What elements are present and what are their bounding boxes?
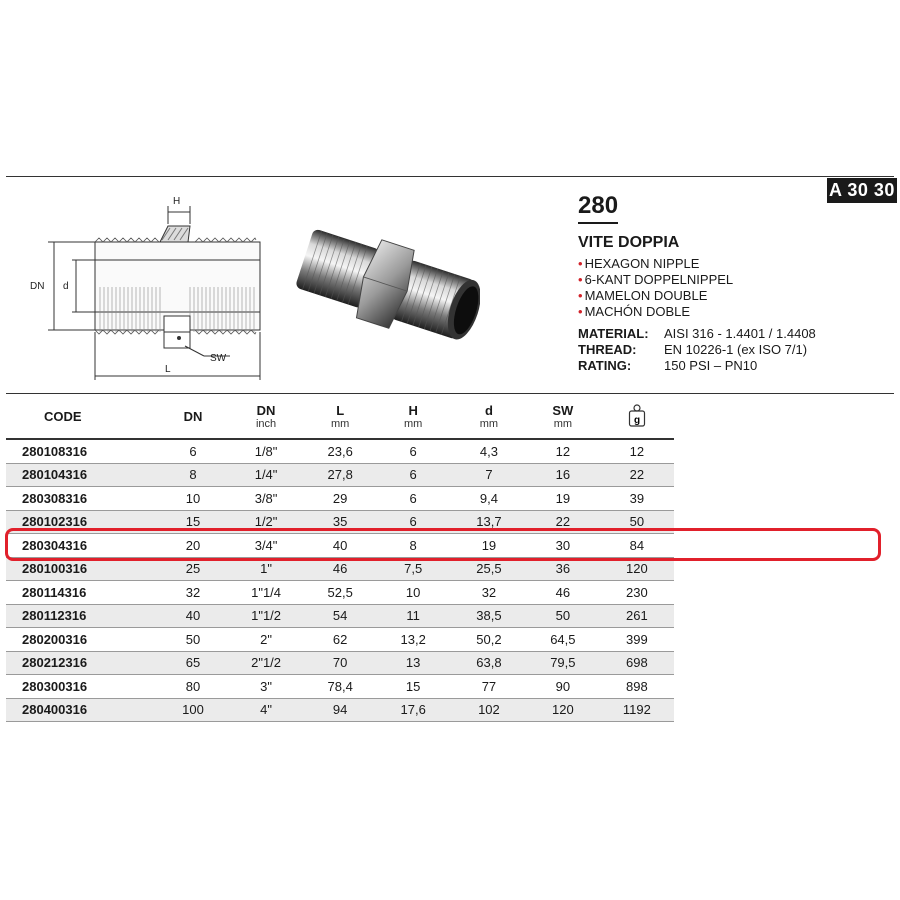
cell-l: 62 xyxy=(306,628,374,652)
cell-h: 8 xyxy=(374,534,452,558)
cell-weight: 399 xyxy=(600,628,674,652)
col-header-d: d mm xyxy=(452,396,526,439)
cell-code: 280304316 xyxy=(6,534,160,558)
cell-sw: 22 xyxy=(526,510,600,534)
cell-weight: 22 xyxy=(600,463,674,487)
cell-sw: 12 xyxy=(526,439,600,463)
cell-dn: 8 xyxy=(160,463,226,487)
cell-weight: 12 xyxy=(600,439,674,463)
cell-l: 94 xyxy=(306,698,374,722)
cell-dn-inch: 1"1/2 xyxy=(226,604,306,628)
cell-code: 280104316 xyxy=(6,463,160,487)
cell-h: 6 xyxy=(374,439,452,463)
translation-de: • 6-KANT DOPPELNIPPEL xyxy=(578,272,878,288)
table-row xyxy=(6,439,674,463)
cell-h: 6 xyxy=(374,487,452,511)
weight-icon xyxy=(627,404,647,428)
cell-code: 280108316 xyxy=(6,439,160,463)
translation-es: • MACHÓN DOBLE xyxy=(578,304,878,320)
table-body xyxy=(6,439,674,722)
cell-dn-inch: 3/8" xyxy=(226,487,306,511)
cell-code: 280112316 xyxy=(6,604,160,628)
cell-dn: 10 xyxy=(160,487,226,511)
table-row xyxy=(6,510,674,534)
cell-l: 52,5 xyxy=(306,581,374,605)
table-row xyxy=(6,604,674,628)
table-row xyxy=(6,581,674,605)
translation-fr: • MAMELON DOUBLE xyxy=(578,288,878,304)
product-number-underline xyxy=(578,222,618,224)
cell-weight: 84 xyxy=(600,534,674,558)
spec-material: MATERIAL: AISI 316 - 1.4401 / 1.4408 xyxy=(578,326,816,341)
spec-rating: RATING: 150 PSI – PN10 xyxy=(578,358,758,373)
table-top-rule xyxy=(6,393,894,394)
cell-h: 7,5 xyxy=(374,557,452,581)
col-header-dn-inch: DN inch xyxy=(226,396,306,439)
cell-dn: 6 xyxy=(160,439,226,463)
product-photo xyxy=(290,215,480,355)
label-dn: DN xyxy=(30,281,45,292)
cell-sw: 30 xyxy=(526,534,600,558)
cell-dn-inch: 1"1/4 xyxy=(226,581,306,605)
cell-weight: 50 xyxy=(600,510,674,534)
cell-sw: 16 xyxy=(526,463,600,487)
cell-sw: 46 xyxy=(526,581,600,605)
cell-code: 280114316 xyxy=(6,581,160,605)
table-row xyxy=(6,698,674,722)
cell-sw: 90 xyxy=(526,675,600,699)
table-row xyxy=(6,557,674,581)
cell-h: 15 xyxy=(374,675,452,699)
col-header-l: L mm xyxy=(306,396,374,439)
translation-en: • HEXAGON NIPPLE xyxy=(578,256,878,272)
cell-dn: 40 xyxy=(160,604,226,628)
cell-dn: 32 xyxy=(160,581,226,605)
cell-weight: 261 xyxy=(600,604,674,628)
cell-sw: 36 xyxy=(526,557,600,581)
col-header-weight xyxy=(600,396,674,439)
cell-code: 280308316 xyxy=(6,487,160,511)
cell-h: 6 xyxy=(374,463,452,487)
cell-l: 35 xyxy=(306,510,374,534)
cell-d: 25,5 xyxy=(452,557,526,581)
cell-d: 13,7 xyxy=(452,510,526,534)
col-header-dn: DN xyxy=(160,396,226,439)
cell-weight: 698 xyxy=(600,651,674,675)
cell-weight: 1192 xyxy=(600,698,674,722)
cell-dn-inch: 1" xyxy=(226,557,306,581)
table-row xyxy=(6,628,674,652)
cell-dn-inch: 1/2" xyxy=(226,510,306,534)
cell-d: 38,5 xyxy=(452,604,526,628)
table-row xyxy=(6,651,674,675)
svg-text:g: g xyxy=(633,414,640,426)
col-header-sw: SW mm xyxy=(526,396,600,439)
cell-code: 280212316 xyxy=(6,651,160,675)
product-specs xyxy=(578,326,878,374)
cell-l: 70 xyxy=(306,651,374,675)
cell-weight: 120 xyxy=(600,557,674,581)
label-l: L xyxy=(165,364,171,375)
cell-h: 10 xyxy=(374,581,452,605)
col-header-h: H mm xyxy=(374,396,452,439)
cell-dn-inch: 4" xyxy=(226,698,306,722)
cell-dn: 65 xyxy=(160,651,226,675)
cell-sw: 79,5 xyxy=(526,651,600,675)
cell-dn-inch: 3/4" xyxy=(226,534,306,558)
cell-sw: 19 xyxy=(526,487,600,511)
table-row xyxy=(6,675,674,699)
cell-dn: 15 xyxy=(160,510,226,534)
label-d: d xyxy=(63,281,69,292)
cell-d: 9,4 xyxy=(452,487,526,511)
cell-weight: 898 xyxy=(600,675,674,699)
cell-code: 280100316 xyxy=(6,557,160,581)
cell-l: 23,6 xyxy=(306,439,374,463)
cell-sw: 120 xyxy=(526,698,600,722)
col-header-code: CODE xyxy=(6,396,160,439)
product-name: VITE DOPPIA xyxy=(578,234,680,251)
cell-weight: 230 xyxy=(600,581,674,605)
spec-thread: THREAD: EN 10226-1 (ex ISO 7/1) xyxy=(578,342,808,357)
cell-h: 13 xyxy=(374,651,452,675)
cell-code: 280300316 xyxy=(6,675,160,699)
label-h: H xyxy=(173,196,181,207)
cell-code: 280400316 xyxy=(6,698,160,722)
cell-dn-inch: 2"1/2 xyxy=(226,651,306,675)
cell-d: 7 xyxy=(452,463,526,487)
cell-dn-inch: 1/4" xyxy=(226,463,306,487)
cell-dn: 25 xyxy=(160,557,226,581)
cell-dn: 100 xyxy=(160,698,226,722)
cell-weight: 39 xyxy=(600,487,674,511)
cell-sw: 64,5 xyxy=(526,628,600,652)
cell-d: 50,2 xyxy=(452,628,526,652)
cell-h: 6 xyxy=(374,510,452,534)
cell-dn: 20 xyxy=(160,534,226,558)
product-translations xyxy=(578,256,878,320)
cell-h: 11 xyxy=(374,604,452,628)
dimensions-table xyxy=(6,396,674,722)
cell-d: 77 xyxy=(452,675,526,699)
catalog-page-badge: A 30 30 xyxy=(827,178,897,203)
cell-code: 280102316 xyxy=(6,510,160,534)
cell-sw: 50 xyxy=(526,604,600,628)
cell-l: 40 xyxy=(306,534,374,558)
table-row-highlighted xyxy=(6,534,674,558)
table-row xyxy=(6,487,674,511)
cell-d: 32 xyxy=(452,581,526,605)
cell-d: 63,8 xyxy=(452,651,526,675)
cell-l: 46 xyxy=(306,557,374,581)
cell-d: 102 xyxy=(452,698,526,722)
product-info xyxy=(578,192,878,374)
cell-dn: 80 xyxy=(160,675,226,699)
table-header-row xyxy=(6,396,674,439)
cell-h: 17,6 xyxy=(374,698,452,722)
cell-code: 280200316 xyxy=(6,628,160,652)
cell-dn-inch: 3" xyxy=(226,675,306,699)
technical-drawing xyxy=(20,190,270,385)
cell-dn: 50 xyxy=(160,628,226,652)
cell-d: 4,3 xyxy=(452,439,526,463)
table-row xyxy=(6,463,674,487)
product-number: 280 xyxy=(578,192,619,219)
cell-l: 29 xyxy=(306,487,374,511)
cell-dn-inch: 1/8" xyxy=(226,439,306,463)
cell-l: 78,4 xyxy=(306,675,374,699)
top-rule xyxy=(6,176,894,177)
cell-dn-inch: 2" xyxy=(226,628,306,652)
cell-d: 19 xyxy=(452,534,526,558)
label-sw: SW xyxy=(210,353,227,364)
cell-h: 13,2 xyxy=(374,628,452,652)
cell-l: 27,8 xyxy=(306,463,374,487)
cell-l: 54 xyxy=(306,604,374,628)
